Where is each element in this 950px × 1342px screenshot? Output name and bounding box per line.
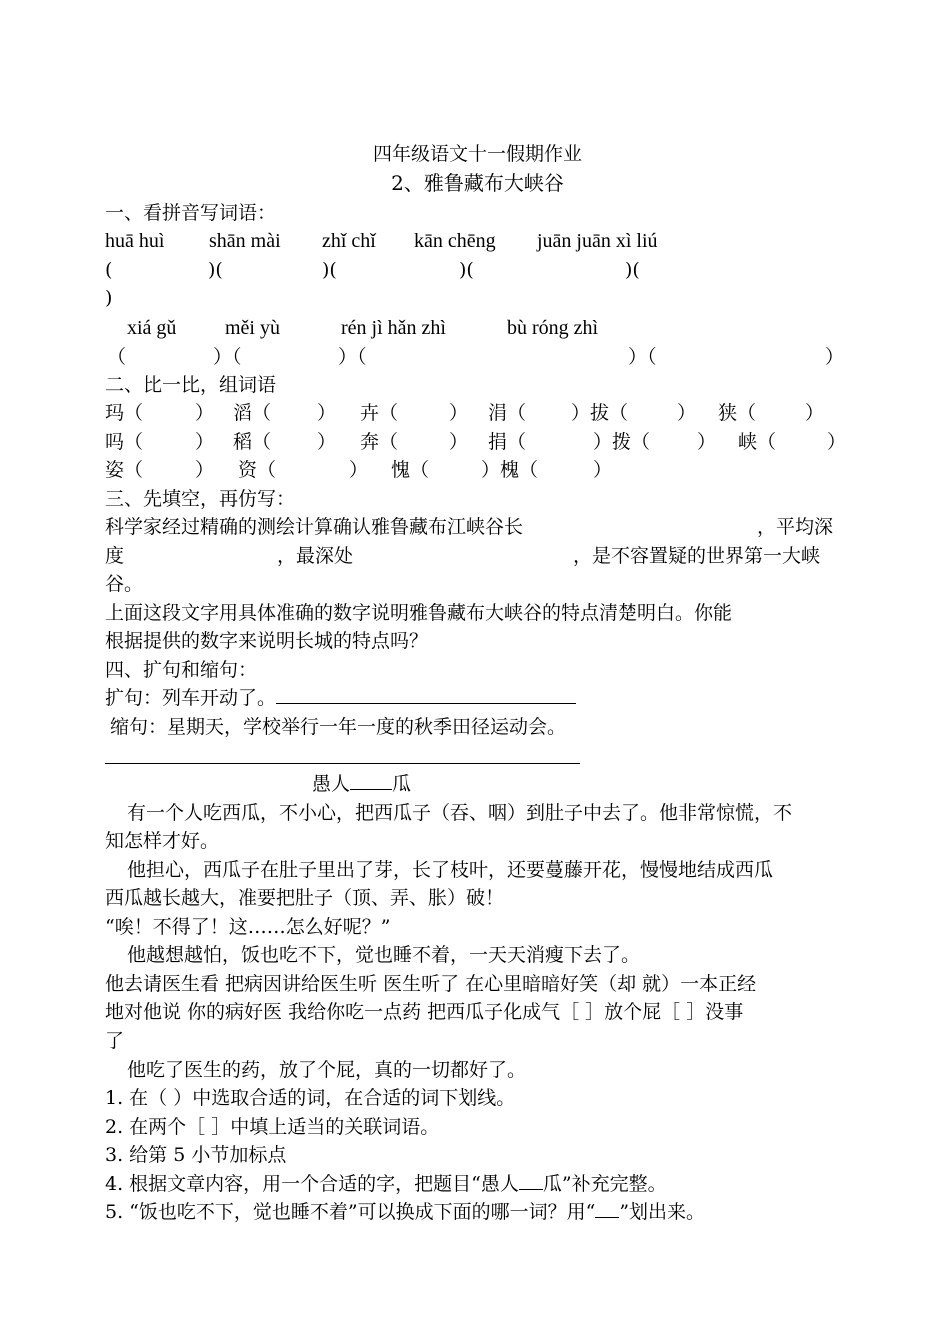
question-text: ”划出来。 [619, 1201, 706, 1223]
pinyin-row-2 [105, 314, 850, 342]
pinyin-word: zhǐ chǐ [322, 230, 376, 252]
expand-prompt: 扩句：列车开动了。 [105, 687, 277, 709]
story-line: 了 [105, 1030, 125, 1052]
answer-bracket: )( [322, 259, 337, 281]
story-line: 知怎样才好。 [105, 830, 220, 852]
expand-sentence [105, 684, 576, 712]
story-line: 他越想越怕，饭也吃不下，觉也睡不着，一天天消瘦下去了。 [127, 944, 641, 966]
compare-item: 姿（ [105, 459, 144, 481]
story-title-text: 愚人 [312, 773, 351, 795]
story-title [312, 770, 411, 798]
section-3-heading: 三、先填空，再仿写： [105, 488, 296, 510]
answer-blank[interactable] [595, 1199, 619, 1218]
question-text: 4. 根据文章内容，用一个合适的字，把题目“愚人 [105, 1173, 519, 1195]
answer-bracket: ）（ [338, 346, 367, 368]
answer-bracket: )( [459, 259, 474, 281]
title-blank[interactable] [350, 771, 392, 790]
compare-item: ） [827, 431, 847, 453]
story-line: 有一个人吃西瓜，不小心，把西瓜子（吞、咽）到肚子中去了。他非常惊慌，不 [127, 802, 793, 824]
passage-text: 科学家经过精确的测绘计算确认雅鲁藏布江峡谷长 [105, 516, 524, 538]
compare-item: ） [317, 402, 337, 424]
compare-item: ） [677, 402, 697, 424]
story-line: 西瓜越长越大，准要把肚子（顶、弄、胀）破！ [105, 887, 505, 909]
answer-brackets-row-1 [105, 256, 850, 284]
compare-item: 玛（ [105, 402, 144, 424]
compare-item: ） [697, 431, 717, 453]
compare-item: ）拔（ [571, 402, 629, 424]
compare-item: ） [805, 402, 825, 424]
passage-line [105, 542, 850, 570]
passage-text: ，平均深 [757, 516, 834, 538]
story-title-text: 瓜 [392, 773, 412, 795]
pinyin-word: xiá gǔ [127, 317, 177, 339]
story-line: 地对他说 你的病好医 我给你吃一点药 把西瓜子化成气［ ］放个屁［ ］没事 [105, 1001, 744, 1023]
compare-item: 狭（ [718, 402, 757, 424]
story-line: “唉！不得了！这……怎么好呢？” [105, 916, 391, 938]
compare-item: ）槐（ [481, 459, 539, 481]
compare-item: 稻（ [233, 431, 272, 453]
compare-item: 卉（ [360, 402, 399, 424]
story-line: 他担心，西瓜子在肚子里出了芽，长了枝叶，还要蔓藤开花，慢慢地结成西瓜 [127, 859, 774, 881]
passage-text: 谷。 [105, 573, 144, 595]
passage-text: 上面这段文字用具体准确的数字说明雅鲁藏布大峡谷的特点清楚明白。你能 [105, 602, 733, 624]
section-1-heading: 一、看拼音写词语： [105, 202, 277, 224]
answer-line[interactable] [105, 763, 580, 764]
story-line: 他去请医生看 把病因讲给医生听 医生听了 在心里暗暗好笑（却 就）一本正经 [105, 973, 757, 995]
answer-bracket: ) [105, 287, 113, 309]
pinyin-row-1 [105, 227, 850, 255]
compare-item: 峡（ [738, 431, 777, 453]
compare-item: 涓（ [488, 402, 527, 424]
pinyin-word: shān mài [209, 230, 281, 252]
pinyin-word: juān juān xì liú [537, 230, 658, 252]
compare-row-1 [105, 399, 850, 427]
compare-item: ） [349, 459, 369, 481]
compare-item: 愧（ [391, 459, 430, 481]
lesson-title: 2、雅鲁藏布大峡谷 [391, 171, 564, 195]
pinyin-word: měi yù [225, 317, 280, 339]
passage-text: ，最深处 [277, 545, 354, 567]
section-4-heading: 四、扩句和缩句： [105, 659, 258, 681]
pinyin-word: bù róng zhì [507, 317, 599, 339]
compare-item: 资（ [238, 459, 277, 481]
compare-item: 吗（ [105, 431, 144, 453]
compare-item: ） [449, 431, 469, 453]
shrink-sentence: 缩句：星期天，学校举行一年一度的秋季田径运动会。 [110, 716, 567, 738]
passage-text: 根据提供的数字来说明长城的特点吗？ [105, 630, 429, 652]
answer-brackets-row-2 [105, 343, 850, 371]
question-text: 5. “饭也吃不下，觉也睡不着”可以换成下面的哪一词？用“ [105, 1201, 596, 1223]
answer-blank[interactable] [519, 1171, 543, 1190]
passage-text: ，是不容置疑的世界第一大峡 [573, 545, 821, 567]
answer-line[interactable] [276, 685, 576, 704]
compare-item: ） [593, 459, 613, 481]
answer-bracket: ）（ [213, 346, 242, 368]
compare-item: ） [195, 402, 215, 424]
answer-bracket: ） [825, 346, 845, 368]
story-line: 他吃了医生的药，放了个屁，真的一切都好了。 [127, 1059, 527, 1081]
answer-bracket: （ [107, 346, 127, 368]
section-2-heading: 二、比一比，组词语 [105, 374, 277, 396]
compare-item: ）拨（ [593, 431, 651, 453]
compare-item: ） [317, 431, 337, 453]
compare-item: 奔（ [360, 431, 399, 453]
compare-item: 滔（ [233, 402, 272, 424]
pinyin-word: kān chēng [414, 230, 496, 252]
compare-item: 捐（ [488, 431, 527, 453]
compare-item: ） [195, 431, 215, 453]
answer-bracket: )( [208, 259, 223, 281]
answer-bracket: )( [625, 259, 640, 281]
compare-item: ） [195, 459, 215, 481]
question-5 [105, 1198, 705, 1226]
passage-text: 度 [105, 545, 125, 567]
compare-item: ） [449, 402, 469, 424]
question-3: 3. 给第 5 小节加标点 [105, 1144, 287, 1166]
answer-bracket: ）（ [628, 346, 657, 368]
compare-row-2 [105, 428, 850, 456]
question-1: 1. 在（ ）中选取合适的词，在合适的词下划线。 [105, 1087, 516, 1109]
passage-line [105, 513, 850, 541]
question-4 [105, 1170, 667, 1198]
pinyin-word: rén jì hǎn zhì [341, 317, 446, 339]
answer-bracket: ( [105, 259, 113, 281]
question-2: 2. 在两个［ ］中填上适当的关联词语。 [105, 1116, 440, 1138]
compare-row-3 [105, 456, 850, 484]
pinyin-word: huā huì [105, 230, 165, 252]
question-text: 瓜”补充完整。 [542, 1173, 667, 1195]
page-title: 四年级语文十一假期作业 [372, 143, 582, 165]
